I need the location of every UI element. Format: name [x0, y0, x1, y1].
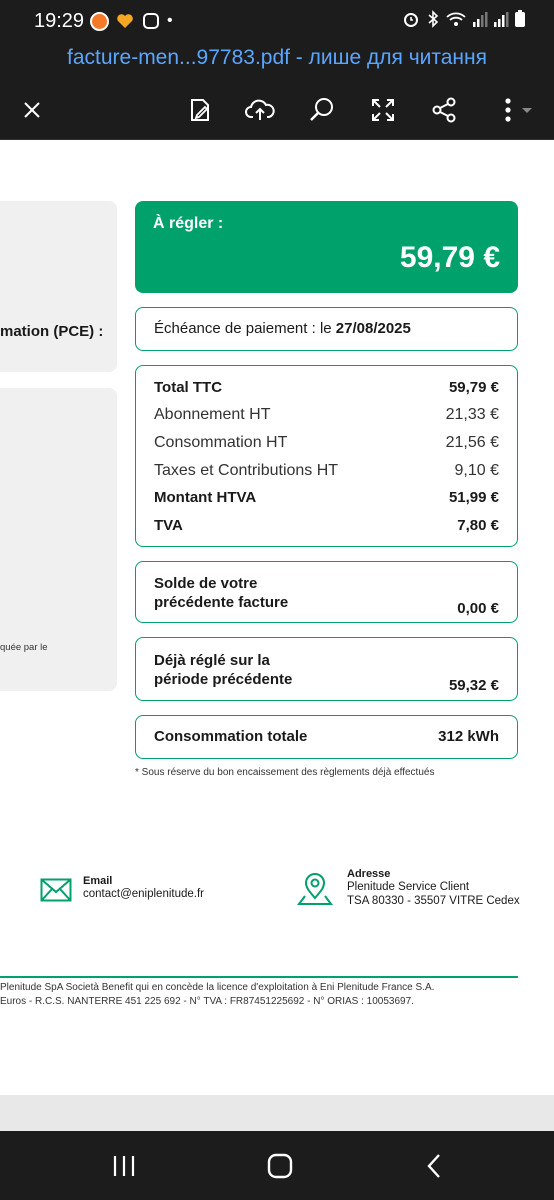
edit-icon — [186, 96, 214, 124]
already-paid-label-1: Déjà réglé sur la — [154, 652, 270, 669]
already-paid-box — [135, 637, 518, 701]
app-notification-icon — [90, 12, 109, 31]
breakdown-value: 9,10 € — [454, 462, 499, 479]
address-label: Adresse — [347, 868, 391, 880]
breakdown-label: TVA — [154, 517, 183, 534]
total-consumption-label: Consommation totale — [154, 728, 308, 745]
total-consumption-box — [135, 715, 518, 759]
document-title: facture-men...97783.pdf - лише для читання — [67, 46, 487, 69]
bluetooth-icon — [426, 9, 440, 29]
address-line-1: Plenitude Service Client — [347, 881, 470, 893]
breakdown-label: Montant HTVA — [154, 489, 257, 506]
legal-line-1: Plenitude SpA Società Benefit qui en concède la licence d'exploitation à Eni Plenitude France S.A. — [0, 982, 435, 993]
left-info-panel-2 — [0, 388, 117, 691]
address-contact — [347, 868, 520, 908]
back-button[interactable] — [414, 1149, 454, 1183]
alarm-icon — [401, 9, 421, 29]
left-small-text-cut: quée par le — [0, 642, 48, 653]
cloud-upload-icon — [244, 96, 276, 124]
legal-line-2: Euros - R.C.S. NANTERRE 451 225 692 - N° TVA : FR87451225692 - N° ORIAS : 10053697. — [0, 996, 414, 1007]
breakdown-value: 21,33 € — [445, 406, 499, 423]
amount-due-box — [135, 201, 518, 293]
fullscreen-button[interactable] — [363, 90, 403, 130]
due-date-value: 27/08/2025 — [335, 320, 411, 337]
email-contact — [83, 875, 204, 901]
share-icon — [430, 96, 458, 124]
heart-notification-icon — [115, 11, 135, 31]
back-icon — [423, 1152, 445, 1180]
previous-balance-label-1: Solde de votre — [154, 575, 258, 592]
viewer-toolbar — [0, 80, 554, 140]
close-button[interactable] — [12, 90, 52, 130]
page-separator — [0, 1095, 554, 1131]
share-button[interactable] — [424, 90, 464, 130]
status-bar — [0, 0, 554, 40]
previous-balance-label-2: précédente facture — [154, 594, 289, 611]
system-icons — [401, 9, 526, 29]
recents-button[interactable] — [104, 1149, 144, 1183]
upload-button[interactable] — [240, 90, 280, 130]
breakdown-value: 51,99 € — [448, 489, 499, 506]
mail-icon — [40, 878, 72, 902]
home-icon — [266, 1152, 294, 1180]
battery-icon — [514, 9, 526, 29]
breakdown-label: Consommation HT — [154, 434, 288, 451]
title-bar — [0, 40, 554, 80]
email-label: Email — [83, 875, 113, 887]
search-icon — [308, 96, 336, 124]
breakdown-value: 7,80 € — [457, 517, 499, 534]
breakdown-row — [154, 489, 499, 506]
breakdown-row — [154, 462, 499, 480]
due-date-box — [135, 307, 518, 351]
previous-balance-value: 0,00 € — [457, 600, 499, 617]
breakdown-value: 59,79 € — [448, 379, 499, 396]
search-button[interactable] — [302, 90, 342, 130]
breakdown-value: 21,56 € — [445, 434, 499, 451]
fullscreen-icon — [370, 97, 396, 123]
already-paid-value: 59,32 € — [448, 677, 499, 694]
more-options-button[interactable] — [490, 90, 540, 130]
edit-button[interactable] — [180, 90, 220, 130]
breakdown-row — [154, 517, 499, 534]
signal-icon-2 — [493, 9, 509, 29]
footnote: * Sous réserve du bon encaissement des règlements déjà effectués — [135, 767, 435, 778]
status-time: 19:29 — [34, 10, 85, 32]
copilot-notification-icon — [141, 11, 161, 31]
due-date-label: Échéance de paiement : le — [154, 320, 336, 337]
previous-balance-box — [135, 561, 518, 623]
close-icon — [22, 100, 42, 120]
footer-divider — [0, 976, 518, 978]
home-button[interactable] — [260, 1149, 300, 1183]
already-paid-label-2: période précédente — [154, 671, 293, 688]
left-info-panel — [0, 201, 117, 372]
amount-due-label: À régler : — [153, 215, 224, 232]
location-pin-icon — [297, 871, 333, 907]
more-notifications-dot: • — [167, 12, 173, 29]
breakdown-row — [154, 379, 499, 396]
signal-icon-1 — [472, 9, 488, 29]
notification-icons — [90, 10, 173, 32]
address-line-2: TSA 80330 - 35507 VITRE Cedex — [347, 895, 520, 907]
breakdown-row — [154, 406, 499, 424]
breakdown-label: Abonnement HT — [154, 406, 271, 423]
recents-icon — [111, 1153, 137, 1179]
more-icon — [495, 96, 535, 124]
breakdown-label: Taxes et Contributions HT — [154, 462, 339, 479]
total-consumption-value: 312 kWh — [438, 728, 499, 745]
breakdown-label: Total TTC — [154, 379, 223, 396]
email-value[interactable]: contact@eniplenitude.fr — [83, 888, 204, 900]
wifi-icon — [445, 9, 467, 29]
amount-due-value: 59,79 € — [399, 241, 500, 274]
breakdown-box — [135, 365, 518, 547]
pce-label-cut: mation (PCE) : — [0, 323, 104, 340]
pdf-page[interactable] — [0, 140, 554, 1095]
system-navigation-bar — [0, 1131, 554, 1200]
breakdown-row — [154, 434, 499, 452]
